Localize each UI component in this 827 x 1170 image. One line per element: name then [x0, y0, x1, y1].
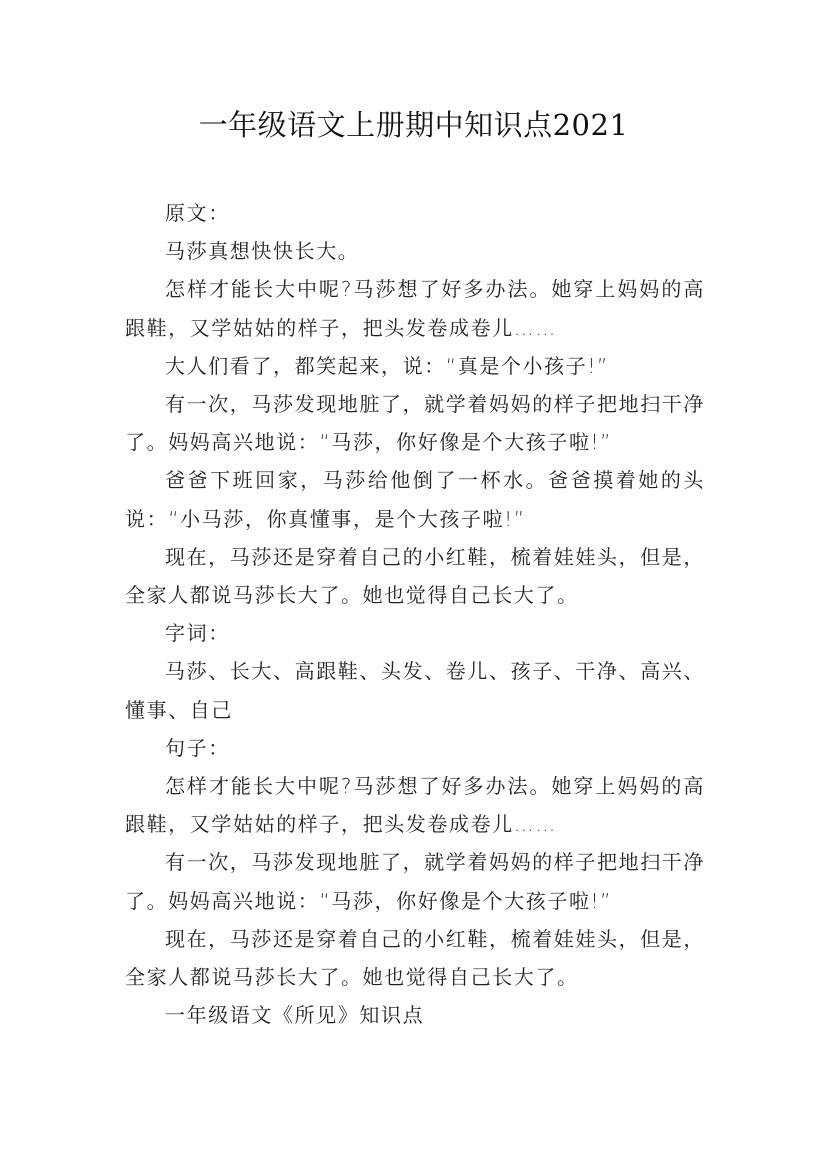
paragraph: 马莎真想快快长大。 — [165, 239, 360, 264]
document-title: 一年级语文上册期中知识点2021 — [198, 108, 629, 142]
paragraph: 有一次，马莎发现地脏了，就学着妈妈的样子把地扫干净了。妈妈高兴地说：“马莎，你好像是个大孩子啦!” — [125, 392, 705, 455]
paragraph: 有一次，马莎发现地脏了，就学着妈妈的样子把地扫干净了。妈妈高兴地说：“马莎，你好像是个大孩子啦!” — [125, 850, 705, 913]
paragraph: 爸爸下班回家，马莎给他倒了一杯水。爸爸摸着她的头说：“小马莎，你真懂事，是个大孩子啦!” — [125, 468, 705, 531]
paragraph-words-label: 字词： — [165, 621, 230, 646]
paragraph-section-heading: 一年级语文《所见》知识点 — [165, 1003, 425, 1028]
paragraph-original-label: 原文： — [165, 201, 230, 225]
paragraph-word-list: 马莎、长大、高跟鞋、头发、卷儿、孩子、干净、高兴、懂事、自己 — [125, 659, 705, 722]
paragraph: 怎样才能长大中呢?马莎想了好多办法。她穿上妈妈的高跟鞋，又学姑姑的样子，把头发卷成卷儿…… — [125, 774, 705, 837]
paragraph: 大人们看了，都笑起来，说：“真是个小孩子!” — [165, 353, 609, 378]
paragraph: 怎样才能长大中呢?马莎想了好多办法。她穿上妈妈的高跟鞋，又学姑姑的样子，把头发卷成卷儿…… — [125, 277, 705, 340]
paragraph: 现在，马莎还是穿着自己的小红鞋，梳着娃娃头，但是，全家人都说马莎长大了。她也觉得自己长大了。 — [125, 926, 705, 990]
paragraph-sentences-label: 句子： — [165, 735, 230, 760]
document-body — [125, 194, 705, 1034]
paragraph: 现在，马莎还是穿着自己的小红鞋，梳着娃娃头，但是，全家人都说马莎长大了。她也觉得自己长大了。 — [125, 544, 705, 608]
